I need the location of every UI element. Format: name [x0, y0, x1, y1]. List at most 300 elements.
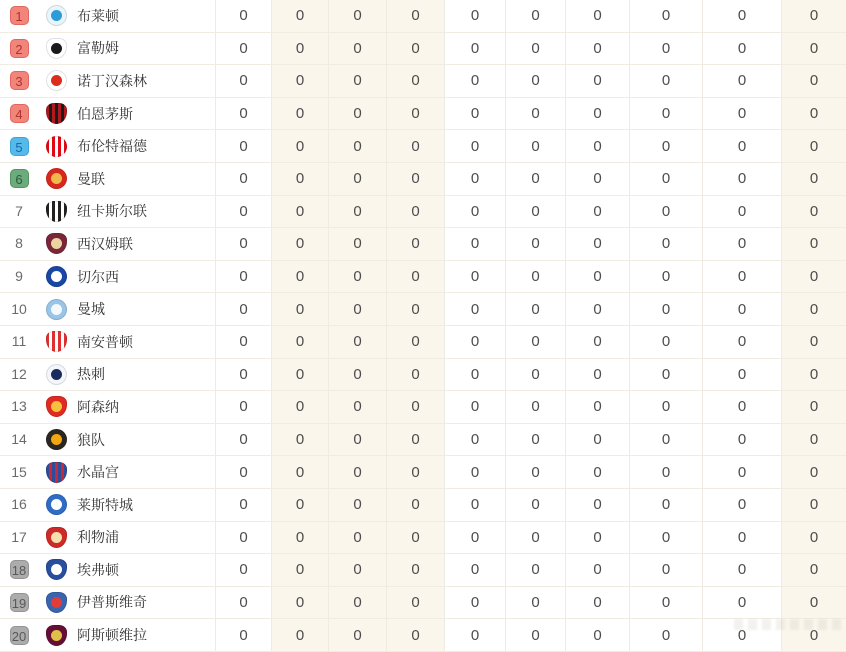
team-crest-accent	[51, 304, 62, 315]
logo-cell	[38, 163, 74, 195]
stat-cell: 0	[702, 130, 781, 162]
stat-cell: 0	[328, 619, 386, 651]
stat-cell: 0	[565, 228, 629, 260]
stat-cell: 0	[781, 391, 846, 423]
team-crest-icon	[46, 233, 67, 254]
stat-cell: 0	[444, 619, 505, 651]
rank-badge: 3	[10, 71, 29, 90]
team-crest-icon	[46, 136, 67, 157]
stat-cell: 0	[444, 391, 505, 423]
stat-cell: 0	[505, 98, 565, 130]
rank-badge: 8	[15, 235, 23, 252]
stat-cell: 0	[565, 98, 629, 130]
stat-cell: 0	[271, 261, 328, 293]
table-row[interactable]	[0, 456, 846, 489]
team-crest-icon	[46, 559, 67, 580]
stat-cell: 0	[565, 326, 629, 358]
table-row[interactable]	[0, 554, 846, 587]
stat-cell: 0	[215, 163, 271, 195]
table-row[interactable]	[0, 424, 846, 457]
rank-badge: 19	[10, 593, 29, 612]
team-crest-accent	[51, 271, 62, 282]
stat-cell: 0	[781, 522, 846, 554]
stat-cell: 0	[444, 359, 505, 391]
stat-cell: 0	[386, 587, 444, 619]
stat-cell: 0	[271, 424, 328, 456]
stat-cell: 0	[565, 293, 629, 325]
rank-cell	[0, 619, 38, 651]
table-row[interactable]	[0, 326, 846, 359]
stat-cell: 0	[328, 163, 386, 195]
stat-cell: 0	[444, 196, 505, 228]
stat-cell: 0	[271, 293, 328, 325]
stat-cell: 0	[629, 65, 702, 97]
stat-cell: 0	[328, 0, 386, 32]
stat-cell: 0	[386, 196, 444, 228]
stat-cell: 0	[781, 65, 846, 97]
stat-cell: 0	[386, 424, 444, 456]
team-crest-accent	[51, 630, 62, 641]
team-name[interactable]: 富勒姆	[77, 40, 119, 57]
stat-cell: 0	[271, 98, 328, 130]
stat-cell: 0	[629, 98, 702, 130]
team-name[interactable]: 曼联	[77, 170, 105, 187]
stat-cell: 0	[781, 293, 846, 325]
stat-cell: 0	[444, 0, 505, 32]
stat-cell: 0	[328, 228, 386, 260]
stat-cell: 0	[271, 489, 328, 521]
stat-cell: 0	[505, 587, 565, 619]
team-crest-icon	[46, 103, 67, 124]
stat-cell: 0	[386, 98, 444, 130]
logo-cell	[38, 65, 74, 97]
stat-cell: 0	[215, 359, 271, 391]
stat-cell: 0	[629, 33, 702, 65]
team-name[interactable]: 西汉姆联	[77, 235, 133, 252]
logo-cell	[38, 359, 74, 391]
stat-cell: 0	[629, 228, 702, 260]
stat-cell: 0	[215, 33, 271, 65]
table-row[interactable]	[0, 261, 846, 294]
stat-cell: 0	[215, 0, 271, 32]
rank-cell	[0, 0, 38, 32]
rank-badge: 10	[11, 300, 27, 317]
stat-cell: 0	[328, 587, 386, 619]
stat-cell: 0	[629, 293, 702, 325]
rank-badge: 20	[10, 626, 29, 645]
table-row[interactable]	[0, 489, 846, 522]
stat-cell: 0	[386, 619, 444, 651]
team-crest-accent	[51, 401, 62, 412]
team-name[interactable]: 阿斯顿维拉	[77, 627, 147, 644]
stat-cell: 0	[629, 619, 702, 651]
stat-cell: 0	[781, 456, 846, 488]
team-crest-accent	[51, 238, 62, 249]
stat-cell: 0	[781, 33, 846, 65]
stat-cell: 0	[505, 33, 565, 65]
stat-cell: 0	[215, 130, 271, 162]
stat-cell: 0	[565, 554, 629, 586]
team-name[interactable]: 狼队	[77, 431, 105, 448]
table-row[interactable]	[0, 522, 846, 555]
stat-cell: 0	[271, 65, 328, 97]
stat-cell: 0	[781, 424, 846, 456]
rank-badge: 6	[10, 169, 29, 188]
stat-cell: 0	[702, 0, 781, 32]
table-row[interactable]	[0, 359, 846, 392]
team-crest-icon	[46, 331, 67, 352]
stat-cell: 0	[702, 456, 781, 488]
stat-cell: 0	[328, 424, 386, 456]
logo-cell	[38, 456, 74, 488]
rank-badge: 1	[10, 6, 29, 25]
stat-cell: 0	[444, 163, 505, 195]
stat-cell: 0	[505, 163, 565, 195]
stat-cell: 0	[629, 424, 702, 456]
stat-cell: 0	[629, 489, 702, 521]
stat-cell: 0	[629, 130, 702, 162]
rank-cell	[0, 130, 38, 162]
stat-cell: 0	[271, 456, 328, 488]
rank-cell	[0, 456, 38, 488]
team-name[interactable]: 埃弗顿	[77, 561, 119, 578]
stat-cell: 0	[444, 489, 505, 521]
stat-cell: 0	[386, 130, 444, 162]
stat-cell: 0	[702, 391, 781, 423]
rank-cell	[0, 293, 38, 325]
stat-cell: 0	[565, 33, 629, 65]
stat-cell: 0	[702, 196, 781, 228]
team-name[interactable]: 曼城	[77, 301, 105, 318]
stat-cell: 0	[328, 98, 386, 130]
rank-badge: 5	[10, 137, 29, 156]
stat-cell: 0	[328, 65, 386, 97]
stat-cell: 0	[505, 554, 565, 586]
stat-cell: 0	[781, 163, 846, 195]
team-name[interactable]: 诺丁汉森林	[77, 72, 147, 89]
rank-cell	[0, 228, 38, 260]
logo-cell	[38, 261, 74, 293]
stat-cell: 0	[702, 489, 781, 521]
stat-cell: 0	[565, 163, 629, 195]
stat-cell: 0	[702, 424, 781, 456]
logo-cell	[38, 554, 74, 586]
rank-cell	[0, 424, 38, 456]
stat-cell: 0	[505, 65, 565, 97]
table-row[interactable]	[0, 33, 846, 66]
stat-cell: 0	[271, 130, 328, 162]
stat-cell: 0	[328, 33, 386, 65]
stat-cell: 0	[505, 424, 565, 456]
rank-cell	[0, 554, 38, 586]
stat-cell: 0	[702, 33, 781, 65]
team-name[interactable]: 热刺	[77, 366, 105, 383]
logo-cell	[38, 489, 74, 521]
stat-cell: 0	[629, 456, 702, 488]
rank-cell	[0, 326, 38, 358]
stat-cell: 0	[271, 522, 328, 554]
rank-badge: 13	[11, 398, 27, 415]
table-row[interactable]	[0, 228, 846, 261]
stat-cell: 0	[629, 261, 702, 293]
stat-cell: 0	[565, 391, 629, 423]
rank-badge: 17	[11, 528, 27, 545]
team-crest-icon	[46, 364, 67, 385]
stat-cell: 0	[629, 163, 702, 195]
stat-cell: 0	[444, 228, 505, 260]
stat-cell: 0	[328, 130, 386, 162]
team-crest-icon	[46, 592, 67, 613]
stat-cell: 0	[386, 359, 444, 391]
stat-cell: 0	[702, 293, 781, 325]
stat-cell: 0	[271, 228, 328, 260]
team-crest-icon	[46, 299, 67, 320]
table-row[interactable]	[0, 293, 846, 326]
stat-cell: 0	[386, 33, 444, 65]
table-row[interactable]	[0, 130, 846, 163]
team-name[interactable]: 纽卡斯尔联	[77, 203, 147, 220]
team-crest-icon	[46, 38, 67, 59]
stat-cell: 0	[781, 359, 846, 391]
stat-cell: 0	[444, 130, 505, 162]
stat-cell: 0	[505, 326, 565, 358]
logo-cell	[38, 326, 74, 358]
table-row[interactable]	[0, 587, 846, 620]
stat-cell: 0	[271, 554, 328, 586]
stat-cell: 0	[215, 554, 271, 586]
stat-cell: 0	[271, 0, 328, 32]
stat-cell: 0	[386, 326, 444, 358]
stat-cell: 0	[781, 326, 846, 358]
stat-cell: 0	[215, 587, 271, 619]
team-crest-accent	[51, 173, 62, 184]
stat-cell: 0	[328, 456, 386, 488]
rank-cell	[0, 65, 38, 97]
stat-cell: 0	[505, 522, 565, 554]
team-crest-icon	[46, 396, 67, 417]
team-name[interactable]: 阿森纳	[77, 398, 119, 415]
stat-cell: 0	[328, 522, 386, 554]
team-crest-accent	[51, 499, 62, 510]
stat-cell: 0	[271, 326, 328, 358]
stat-cell: 0	[444, 424, 505, 456]
stat-cell: 0	[702, 359, 781, 391]
rank-cell	[0, 196, 38, 228]
stat-cell: 0	[215, 522, 271, 554]
logo-cell	[38, 587, 74, 619]
stat-cell: 0	[702, 522, 781, 554]
stat-cell: 0	[629, 391, 702, 423]
team-name[interactable]: 切尔西	[77, 268, 119, 285]
team-name[interactable]: 布莱顿	[77, 7, 119, 24]
stat-cell: 0	[781, 619, 846, 651]
stat-cell: 0	[702, 261, 781, 293]
stat-cell: 0	[565, 359, 629, 391]
stat-cell: 0	[271, 196, 328, 228]
table-row[interactable]	[0, 391, 846, 424]
stat-cell: 0	[702, 228, 781, 260]
rank-cell	[0, 587, 38, 619]
logo-cell	[38, 228, 74, 260]
stat-cell: 0	[781, 489, 846, 521]
watermark	[734, 619, 846, 630]
stat-cell: 0	[702, 65, 781, 97]
stat-cell: 0	[386, 489, 444, 521]
stat-cell: 0	[215, 261, 271, 293]
team-crest-icon	[46, 266, 67, 287]
stat-cell: 0	[444, 554, 505, 586]
rank-cell	[0, 98, 38, 130]
table-row[interactable]	[0, 65, 846, 98]
stat-cell: 0	[328, 391, 386, 423]
stat-cell: 0	[386, 554, 444, 586]
stat-cell: 0	[702, 163, 781, 195]
stat-cell: 0	[215, 65, 271, 97]
table-row[interactable]	[0, 619, 846, 652]
stat-cell: 0	[629, 0, 702, 32]
team-crest-icon	[46, 70, 67, 91]
team-name[interactable]: 莱斯特城	[77, 496, 133, 513]
stat-cell: 0	[328, 196, 386, 228]
stat-cell: 0	[505, 456, 565, 488]
team-crest-icon	[46, 625, 67, 646]
stat-cell: 0	[328, 293, 386, 325]
stat-cell: 0	[328, 326, 386, 358]
table-row[interactable]	[0, 196, 846, 229]
stat-cell: 0	[781, 196, 846, 228]
stat-cell: 0	[565, 587, 629, 619]
stat-cell: 0	[565, 424, 629, 456]
team-crest-icon	[46, 494, 67, 515]
stat-cell: 0	[271, 391, 328, 423]
team-crest-accent	[51, 434, 62, 445]
stat-cell: 0	[702, 587, 781, 619]
stat-cell: 0	[629, 554, 702, 586]
stat-cell: 0	[215, 424, 271, 456]
stat-cell: 0	[215, 98, 271, 130]
rank-cell	[0, 261, 38, 293]
table-row[interactable]	[0, 163, 846, 196]
stat-cell: 0	[444, 456, 505, 488]
stat-cell: 0	[505, 261, 565, 293]
stat-cell: 0	[702, 554, 781, 586]
stat-cell: 0	[505, 489, 565, 521]
rank-cell	[0, 359, 38, 391]
stat-cell: 0	[444, 293, 505, 325]
team-name[interactable]: 布伦特福德	[77, 138, 147, 155]
stat-cell: 0	[505, 0, 565, 32]
stat-cell: 0	[702, 326, 781, 358]
stat-cell: 0	[565, 130, 629, 162]
team-name[interactable]: 水晶宫	[77, 464, 119, 481]
stat-cell: 0	[781, 587, 846, 619]
rank-cell	[0, 489, 38, 521]
rank-badge: 18	[10, 560, 29, 579]
stat-cell: 0	[386, 522, 444, 554]
team-crest-icon	[46, 201, 67, 222]
stat-cell: 0	[328, 554, 386, 586]
rank-badge: 9	[15, 268, 23, 285]
stat-cell: 0	[444, 522, 505, 554]
logo-cell	[38, 33, 74, 65]
stat-cell: 0	[781, 0, 846, 32]
team-crest-icon	[46, 429, 67, 450]
stat-cell: 0	[565, 0, 629, 32]
stat-cell: 0	[565, 65, 629, 97]
stat-cell: 0	[444, 33, 505, 65]
rank-badge: 14	[11, 431, 27, 448]
team-crest-icon	[46, 5, 67, 26]
rank-badge: 4	[10, 104, 29, 123]
stat-cell: 0	[271, 587, 328, 619]
logo-cell	[38, 619, 74, 651]
rank-badge: 15	[11, 463, 27, 480]
logo-cell	[38, 196, 74, 228]
team-name[interactable]: 伯恩茅斯	[77, 105, 133, 122]
stat-cell: 0	[215, 228, 271, 260]
stat-cell: 0	[386, 228, 444, 260]
stat-cell: 0	[505, 391, 565, 423]
stat-cell: 0	[565, 522, 629, 554]
stat-cell: 0	[781, 130, 846, 162]
team-name[interactable]: 利物浦	[77, 529, 119, 546]
team-crest-icon	[46, 462, 67, 483]
logo-cell	[38, 98, 74, 130]
logo-cell	[38, 130, 74, 162]
stat-cell: 0	[505, 196, 565, 228]
team-crest-accent	[51, 597, 62, 608]
stat-cell: 0	[444, 326, 505, 358]
logo-cell	[38, 293, 74, 325]
stat-cell: 0	[629, 359, 702, 391]
stat-cell: 0	[386, 65, 444, 97]
stat-cell: 0	[629, 196, 702, 228]
stat-cell: 0	[215, 456, 271, 488]
stat-cell: 0	[702, 619, 781, 651]
rank-cell	[0, 163, 38, 195]
team-name[interactable]: 南安普顿	[77, 333, 133, 350]
rank-badge: 11	[11, 333, 27, 350]
stat-cell: 0	[629, 326, 702, 358]
rank-badge: 7	[15, 202, 23, 219]
stat-cell: 0	[444, 261, 505, 293]
team-name[interactable]: 伊普斯维奇	[77, 594, 147, 611]
team-crest-accent	[51, 564, 62, 575]
table-row[interactable]	[0, 0, 846, 33]
team-crest-accent	[51, 532, 62, 543]
stat-cell: 0	[215, 619, 271, 651]
rank-badge: 16	[11, 496, 27, 513]
rank-badge: 2	[10, 39, 29, 58]
stat-cell: 0	[629, 587, 702, 619]
rank-cell	[0, 522, 38, 554]
stat-cell: 0	[781, 228, 846, 260]
stat-cell: 0	[505, 130, 565, 162]
stat-cell: 0	[781, 554, 846, 586]
stat-cell: 0	[328, 261, 386, 293]
stat-cell: 0	[565, 619, 629, 651]
stat-cell: 0	[386, 456, 444, 488]
stat-cell: 0	[386, 0, 444, 32]
stat-cell: 0	[781, 98, 846, 130]
stat-cell: 0	[271, 33, 328, 65]
stat-cell: 0	[444, 98, 505, 130]
stat-cell: 0	[328, 489, 386, 521]
stat-cell: 0	[505, 619, 565, 651]
stat-cell: 0	[271, 163, 328, 195]
stat-cell: 0	[702, 98, 781, 130]
table-row[interactable]	[0, 98, 846, 131]
